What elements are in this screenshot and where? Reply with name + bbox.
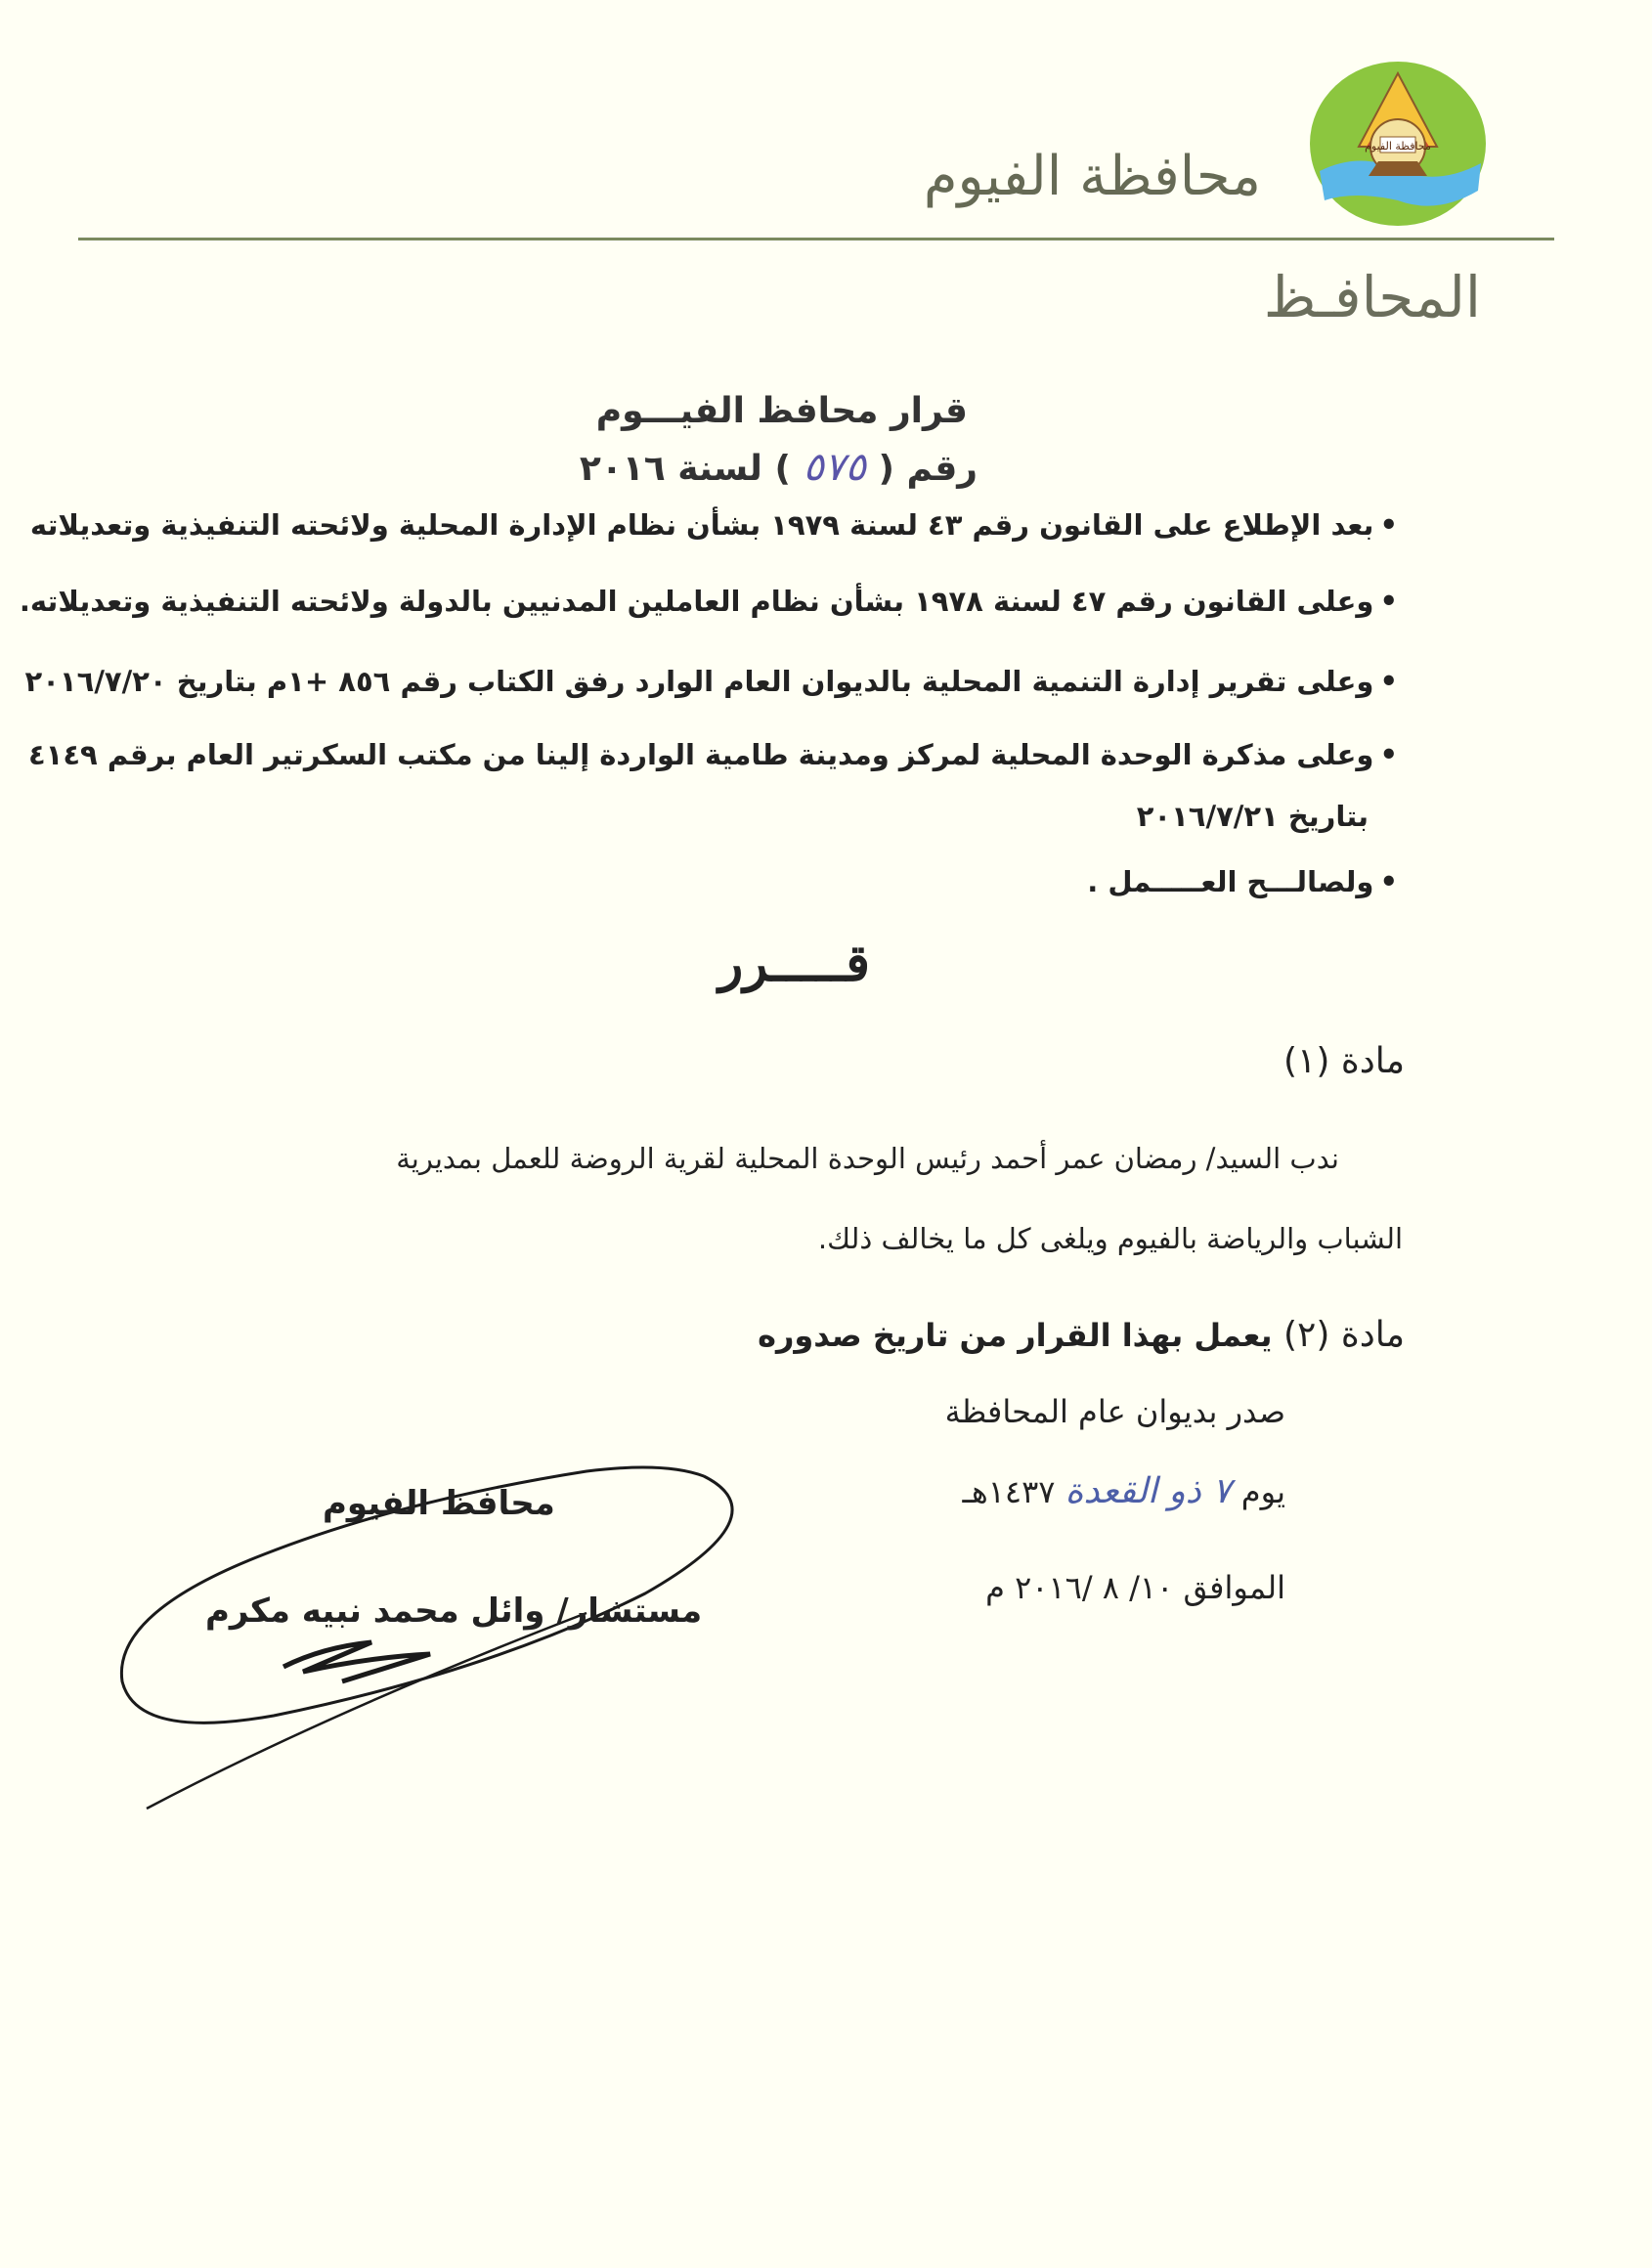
gregorian-prefix: الموافق	[1183, 1569, 1285, 1606]
article-1-line: ندب السيد/ رمضان عمر أحمد رئيس الوحدة المحلية لقرية الروضة للعمل بمديرية	[396, 1142, 1339, 1175]
hijri-prefix: يوم	[1240, 1473, 1285, 1510]
preamble-item-continuation: بتاريخ ٢٠١٦/٧/٢١	[1136, 800, 1369, 833]
decision-number-prefix: رقم (	[878, 449, 978, 489]
bullet-icon: •	[1379, 865, 1398, 898]
gregorian-date	[985, 1569, 1285, 1606]
bullet-icon: •	[1379, 508, 1398, 542]
preamble-item: •وعلى القانون رقم ٤٧ لسنة ١٩٧٨ بشأن نظام العاملين المدنيين بالدولة ولائحته التنفيذية وتعديلاته.	[19, 585, 1398, 618]
hijri-handwritten: ٧ ذو القعدة	[1065, 1471, 1232, 1511]
decision-heading: قرار محافظ الفيـــوم	[595, 391, 968, 431]
preamble-item: •وعلى مذكرة الوحدة المحلية لمركز ومدينة طامية الواردة إلينا من مكتب السكرتير العام برقم ٤١٤٩	[27, 738, 1398, 771]
preamble-item: •بعد الإطلاع على القانون رقم ٤٣ لسنة ١٩٧٩ بشأن نظام الإدارة المحلية ولائحته التنفيذية وتعديلاته	[29, 508, 1398, 542]
gregorian-value: ١٠/ ٨ /٢٠١٦ م	[985, 1569, 1174, 1606]
bullet-icon: •	[1379, 665, 1398, 698]
article-2-heading: مادة (٢)	[1282, 1315, 1405, 1355]
preamble-item: •ولصالـــح العـــــمل .	[1087, 865, 1398, 898]
hijri-date	[962, 1471, 1285, 1511]
article-1-line: الشباب والرياضة بالفيوم ويلغى كل ما يخالف ذلك.	[817, 1222, 1403, 1255]
header-divider	[78, 238, 1554, 240]
article-2-text: يعمل بهذا القرار من تاريخ صدوره	[758, 1317, 1273, 1354]
decision-number-handwritten: ٥٧٥	[803, 445, 866, 490]
logo-label: محافظة الفيوم	[1365, 140, 1431, 153]
hijri-suffix: ١٤٣٧هـ	[962, 1473, 1056, 1510]
article-2	[758, 1315, 1405, 1355]
office-title: المحافـظ	[1263, 264, 1481, 330]
bullet-icon: •	[1379, 585, 1398, 618]
issued-line: صدر بديوان عام المحافظة	[944, 1393, 1285, 1430]
fayoum-governorate-logo	[1300, 54, 1496, 230]
decision-number	[580, 445, 978, 490]
decided-heading: قـــــرر	[718, 934, 870, 993]
signatory-title: محافظ الفيوم	[323, 1484, 555, 1523]
bullet-icon: •	[1379, 738, 1398, 771]
decision-number-suffix: ) لسنة ٢٠١٦	[579, 449, 791, 489]
preamble-item: •وعلى تقرير إدارة التنمية المحلية بالديوان العام الوارد رفق الكتاب رقم ٨٥٦ +١م بتاريخ ٢٠١٦/٧/٢٠	[24, 665, 1398, 698]
signatory-name: مستشار/ وائل محمد نبيه مكرم	[205, 1592, 703, 1631]
organization-name: محافظة الفيوم	[923, 145, 1261, 208]
article-1-heading: مادة (١)	[1282, 1041, 1405, 1081]
